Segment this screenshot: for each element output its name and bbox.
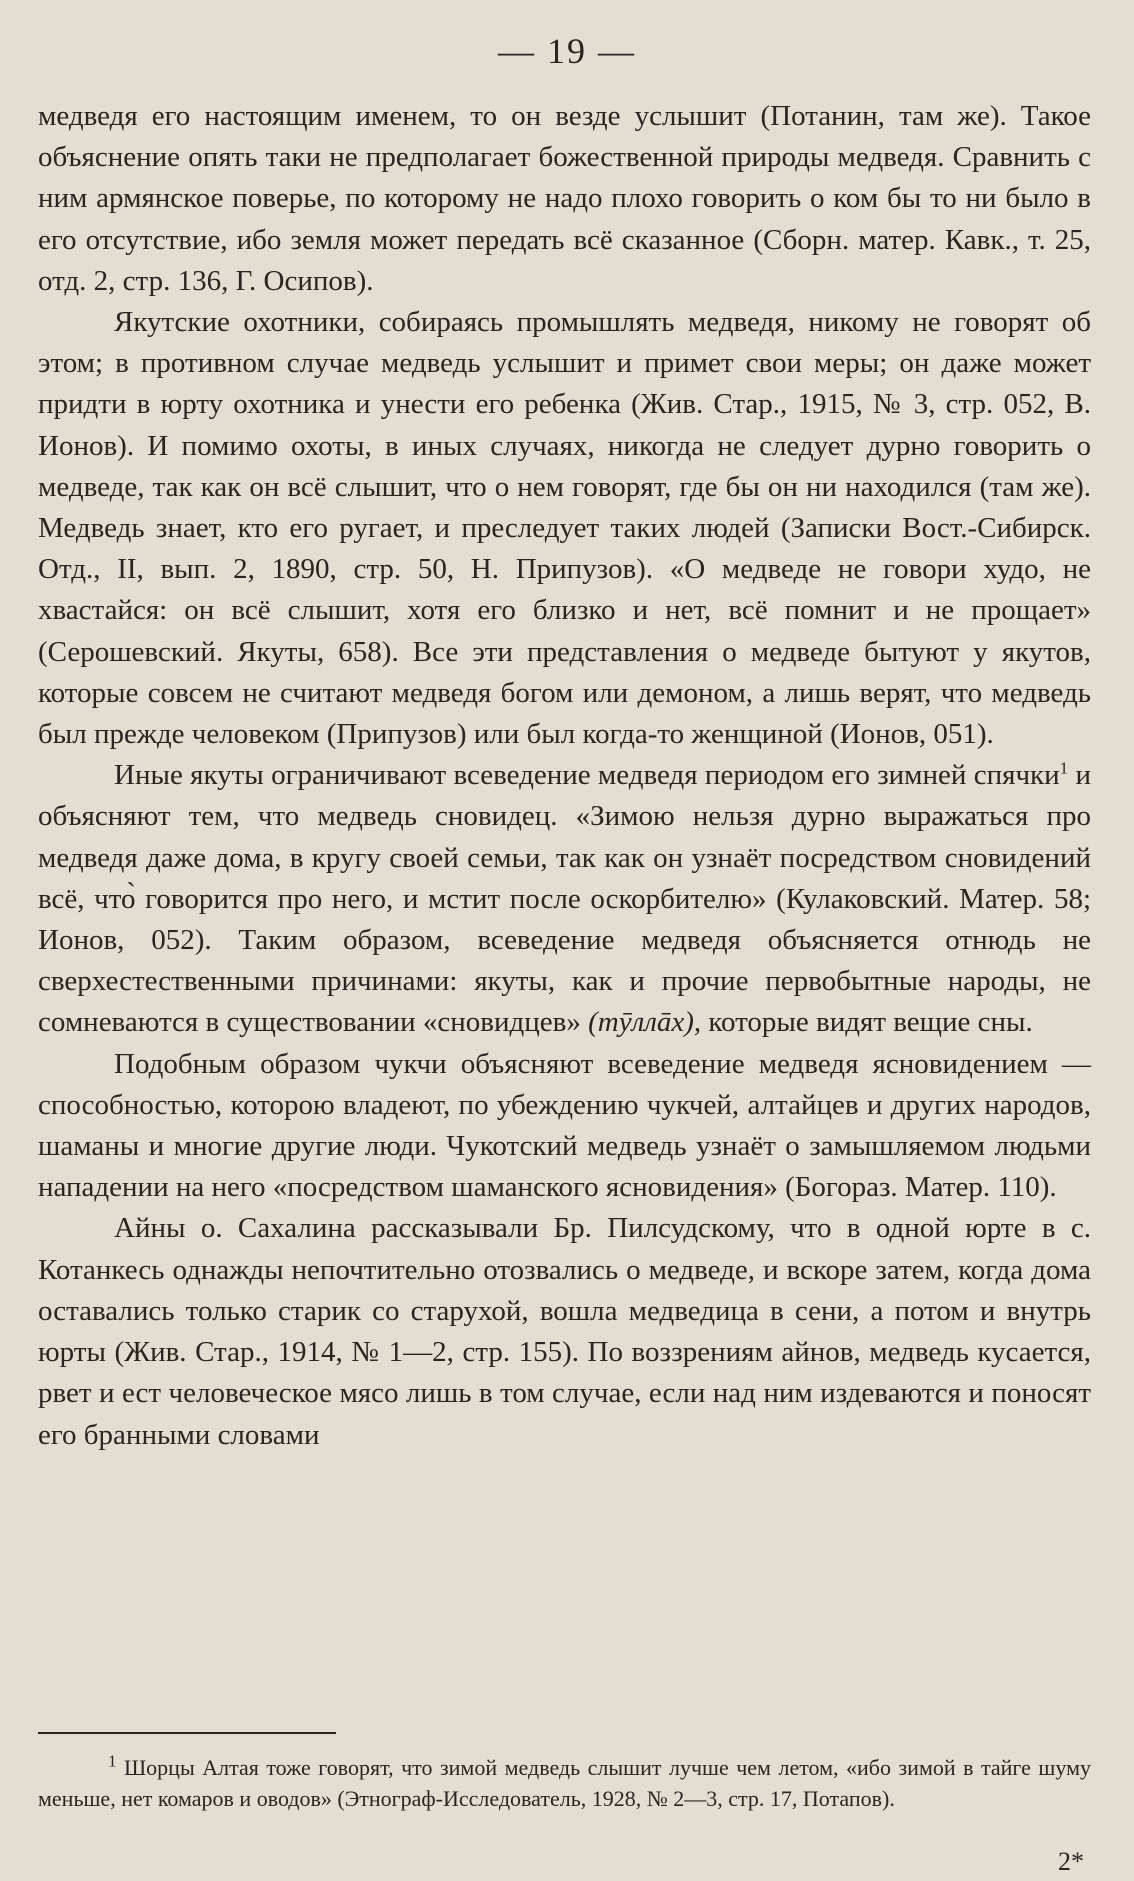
footnote-text: Шорцы Алтая тоже говорят, что зимой медведь слышит лучше чем летом, «ибо зимой в тайге шуму меньше, нет комаров и оводов» (Этнограф-Исследователь, 1928, № 2—3, стр. 17, Потапов).	[38, 1755, 1091, 1811]
paragraph-3	[38, 755, 1091, 1043]
footnote	[38, 1752, 1091, 1814]
body-text	[38, 96, 1091, 1456]
paragraph-1: медведя его настоящим именем, то он везде услышит (Потанин, там же). Такое объяснение опять таки не предполагает божественной природы медведя. Сравнить с ним армянское поверье, по которому не надо плохо говорить о ком бы то ни было в его отсутствие, ибо земля может передать всё сказанное (Сборн. матер. Кавк., т. 25, отд. 2, стр. 136, Г. Осипов).	[38, 100, 1091, 297]
paragraph-2: Якутские охотники, собираясь промышлять медведя, никому не говорят об этом; в противном случае медведь услышит и примет свои меры; он даже может придти в юрту охотника и унести его ребенка (Жив. Стар., 1915, № 3, стр. 052, В. Ионов). И помимо охоты, в иных случаях, никогда не следует дурно говорить о медведе, так как он всё слышит, что о нем говорят, где бы он ни находился (там же). Медведь знает, кто его ругает, и преследует таких людей (Записки Вост.-Сибирск. Отд., II, вып. 2, 1890, стр. 50, Н. Припузов). «О медведе не говори худо, не хвастайся: он всё слышит, хотя его близко и нет, всё помнит и не прощает» (Серошевский. Якуты, 658). Все эти представления о медведе бытуют у якутов, которые совсем не считают медведя богом или демоном, а лишь верят, что медведь был прежде человеком (Припузов) или был когда-то женщиной (Ионов, 051).	[38, 306, 1091, 751]
footnote-divider	[38, 1732, 336, 1734]
signature-mark: 2*	[1058, 1847, 1084, 1876]
paragraph-5: Айны о. Сахалина рассказывали Бр. Пилсудскому, что в одной юрте в с. Котанкесь однажды непочтительно отозвались о медведе, и вскоре затем, когда дома оставались только старик со старухой, вошла медведица в сени, а потом и внутрь юрты (Жив. Стар., 1914, № 1—2, стр. 155). По воззрениям айнов, медведь кусается, рвет и ест человеческое мясо лишь в том случае, если над ним издеваются и поносят его бранными словами	[38, 1212, 1091, 1451]
footnote-reference: 1	[1059, 758, 1069, 778]
paragraph-3-text-b: и объясняют тем, что медведь сновидец. «Зимою нельзя дурно выражаться про медведя даже дома, в кругу своей семьи, так как он узнаёт посредством сновидений всё, что̀ говорится про него, и мстит после оскорбителю» (Кулаковский. Матер. 58; Ионов, 052). Таким образом, всеведение медведя объясняется отнюдь не сверхестественными причинами: якуты, как и прочие первобытные народы, не сомневаются в существовании «сновидцев»	[38, 759, 1091, 1039]
italic-term: (тӯллāх),	[588, 1006, 702, 1039]
paragraph-3-text-a: Иные якуты ограничивают всеведение медведя периодом его зимней спячки	[114, 759, 1060, 792]
footnote-marker: 1	[108, 1751, 117, 1771]
paragraph-4: Подобным образом чукчи объясняют всеведение медведя ясновидением — способностью, которою владеют, по убеждению чукчей, алтайцев и других народов, шаманы и многие другие люди. Чукотский медведь узнаёт о замышляемом людьми нападении на него «посредством шаманского ясновидения» (Богораз. Матер. 110).	[38, 1047, 1091, 1204]
page-number: — 19 —	[498, 31, 636, 71]
paragraph-3-text-c: которые видят вещие сны.	[701, 1006, 1033, 1039]
